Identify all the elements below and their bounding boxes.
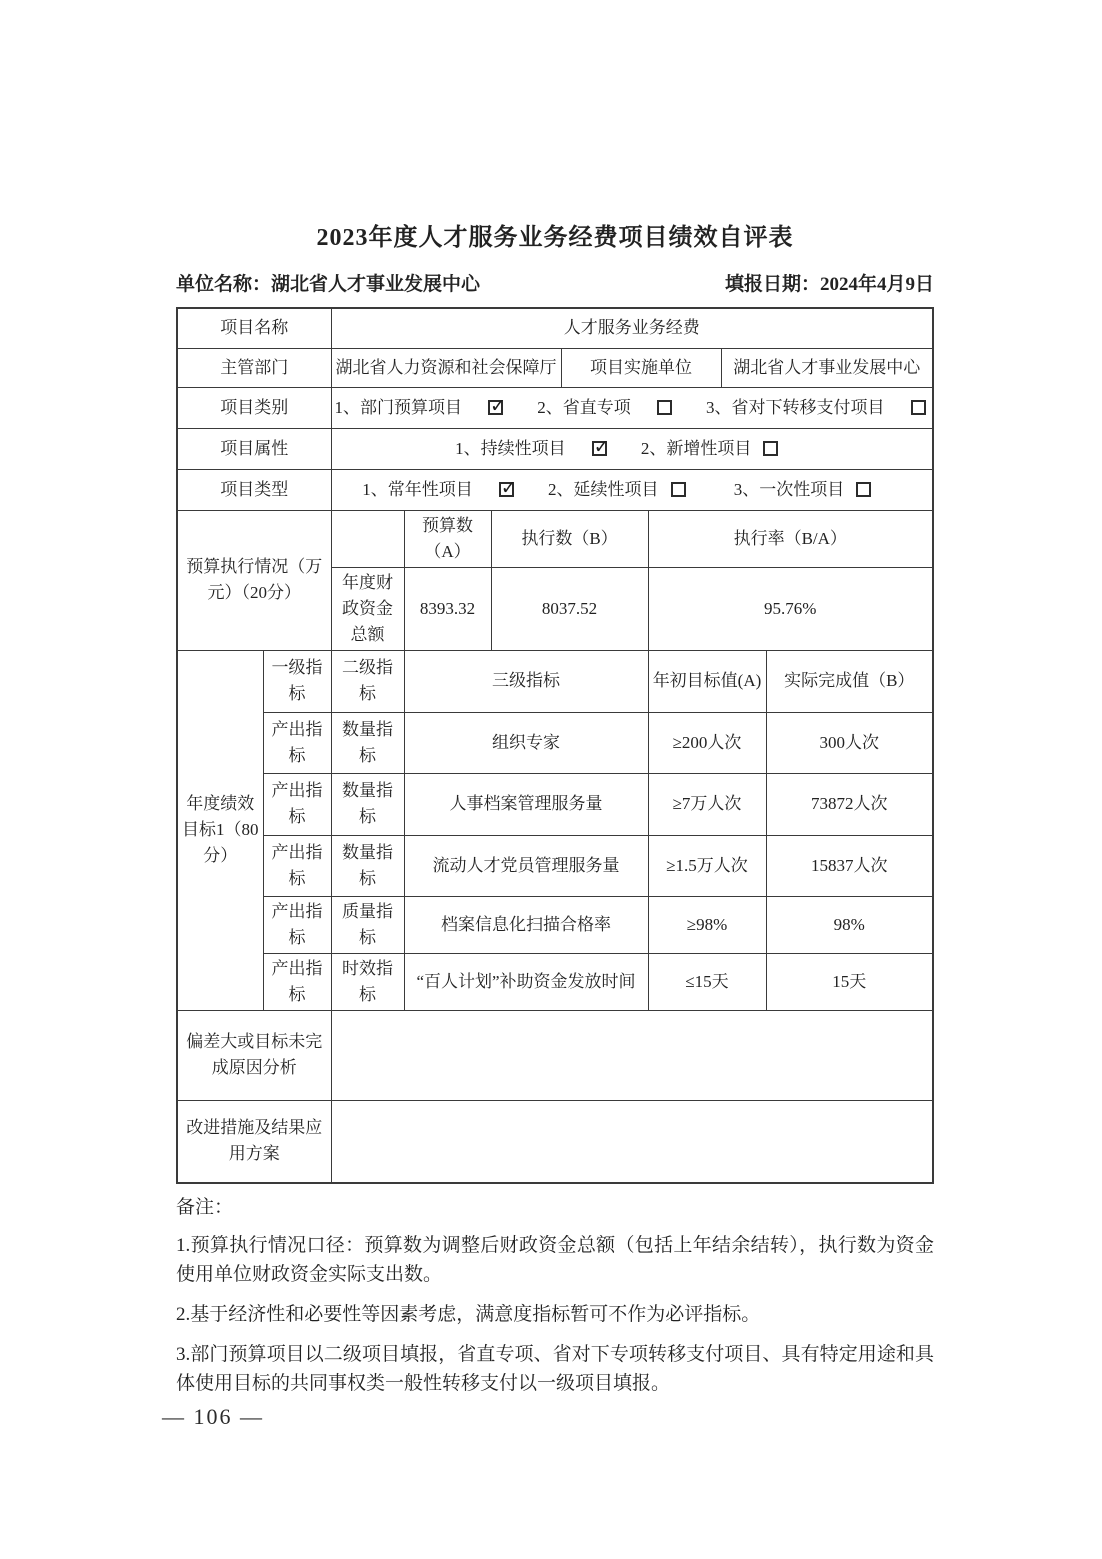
deviation-value bbox=[331, 1010, 933, 1100]
attribute-option bbox=[455, 436, 607, 462]
attribute-option bbox=[641, 436, 779, 462]
perf-row bbox=[177, 835, 933, 896]
note-item: 3.部门预算项目以二级项目填报，省直专项、省对下专项转移支付项目、具有特定用途和具体使用目标的共同事权类一般性转移支付以一级项目填报。 bbox=[176, 1344, 934, 1394]
attribute-label: 项目属性 bbox=[177, 428, 331, 469]
budget-row-label: 年度财政资金总额 bbox=[331, 567, 404, 650]
budget-col-b: 执行数（B） bbox=[491, 510, 648, 567]
note-item: 1.预算执行情况口径：预算数为调整后财政资金总额（包括上年结余结转），执行数为资金使用单位财政资金实际支出数。 bbox=[176, 1235, 934, 1285]
budget-value-rate: 95.76% bbox=[648, 567, 933, 650]
perf-row bbox=[177, 953, 933, 1010]
perf-header-l1: 一级指标 bbox=[263, 650, 331, 712]
option-label: 1、持续性项目 bbox=[455, 438, 566, 458]
notes-section bbox=[176, 1193, 934, 1398]
self-evaluation-table bbox=[176, 307, 934, 1184]
perf-cell: 人事档案管理服务量 bbox=[404, 773, 648, 835]
option-label: 2、新增性项目 bbox=[640, 438, 752, 458]
report-date bbox=[725, 269, 934, 296]
improvement-value bbox=[331, 1100, 933, 1183]
perf-cell: 时效指标 bbox=[331, 953, 404, 1010]
category-label: 项目类别 bbox=[177, 387, 331, 428]
checkbox-unchecked-icon bbox=[657, 400, 672, 415]
option-label: 1、部门预算项目 bbox=[334, 397, 462, 417]
option-label: 2、延续性项目 bbox=[548, 479, 659, 499]
checkbox-unchecked-icon bbox=[911, 400, 926, 415]
report-date-value: 2024年4月9日 bbox=[819, 274, 934, 295]
checkbox-unchecked-icon bbox=[671, 482, 686, 497]
perf-cell: 产出指标 bbox=[263, 953, 331, 1010]
type-options bbox=[331, 469, 933, 510]
category-option bbox=[537, 395, 672, 421]
perf-cell: 质量指标 bbox=[331, 896, 404, 953]
perf-cell: 流动人才党员管理服务量 bbox=[404, 835, 648, 896]
org-name-value: 湖北省人才事业发展中心 bbox=[271, 274, 481, 295]
checkbox-checked-icon bbox=[499, 482, 514, 497]
attribute-options bbox=[331, 428, 933, 469]
budget-value-a: 8393.32 bbox=[404, 567, 491, 650]
type-option bbox=[734, 477, 872, 503]
perf-header-l3: 三级指标 bbox=[404, 650, 648, 712]
perf-cell: 组织专家 bbox=[404, 712, 648, 773]
category-option bbox=[335, 395, 504, 421]
page-number: — 106 — bbox=[162, 1404, 264, 1429]
perf-cell: 产出指标 bbox=[263, 712, 331, 773]
perf-cell: ≥7万人次 bbox=[648, 773, 766, 835]
row-improvement bbox=[177, 1100, 933, 1183]
perf-cell: 数量指标 bbox=[331, 773, 404, 835]
row-type bbox=[177, 469, 933, 510]
type-option bbox=[362, 477, 514, 503]
impl-unit-label: 项目实施单位 bbox=[561, 348, 721, 387]
perf-cell: 档案信息化扫描合格率 bbox=[404, 896, 648, 953]
budget-col-a: 预算数（A） bbox=[404, 510, 491, 567]
dept-label: 主管部门 bbox=[177, 348, 331, 387]
perf-cell: 15837人次 bbox=[766, 835, 933, 896]
row-deviation bbox=[177, 1010, 933, 1100]
perf-cell: “百人计划”补助资金发放时间 bbox=[404, 953, 648, 1010]
type-option bbox=[548, 477, 686, 503]
meta-row bbox=[176, 269, 934, 296]
perf-header-target: 年初目标值(A) bbox=[648, 650, 766, 712]
report-date-label: 填报日期： bbox=[724, 274, 820, 295]
project-name-value: 人才服务业务经费 bbox=[331, 308, 933, 348]
note-item: 2.基于经济性和必要性等因素考虑，满意度指标暂可不作为必评指标。 bbox=[176, 1304, 761, 1325]
checkbox-checked-icon bbox=[488, 400, 503, 415]
budget-value-b: 8037.52 bbox=[491, 567, 648, 650]
category-options bbox=[331, 387, 933, 428]
option-label: 2、省直专项 bbox=[537, 397, 631, 417]
checkbox-unchecked-icon bbox=[763, 441, 778, 456]
category-option bbox=[706, 395, 926, 421]
checkbox-checked-icon bbox=[592, 441, 607, 456]
perf-cell: ≥200人次 bbox=[648, 712, 766, 773]
page-title: 2023年度人才服务业务经费项目绩效自评表 bbox=[316, 225, 794, 251]
row-project-name bbox=[177, 308, 933, 348]
dept-value: 湖北省人力资源和社会保障厅 bbox=[331, 348, 561, 387]
deviation-label: 偏差大或目标未完成原因分析 bbox=[177, 1010, 331, 1100]
perf-cell: ≤15天 bbox=[648, 953, 766, 1010]
perf-cell: 98% bbox=[766, 896, 933, 953]
org-name bbox=[176, 269, 480, 296]
perf-cell: 73872人次 bbox=[766, 773, 933, 835]
row-category bbox=[177, 387, 933, 428]
budget-section-label: 预算执行情况（万元）（20分） bbox=[177, 510, 331, 650]
perf-cell: ≥98% bbox=[648, 896, 766, 953]
perf-cell: 产出指标 bbox=[263, 835, 331, 896]
document-sheet bbox=[176, 222, 934, 1409]
row-perf-header bbox=[177, 650, 933, 712]
perf-header-actual: 实际完成值（B） bbox=[766, 650, 933, 712]
perf-row bbox=[177, 712, 933, 773]
impl-unit-value: 湖北省人才事业发展中心 bbox=[721, 348, 933, 387]
improvement-label: 改进措施及结果应用方案 bbox=[177, 1100, 331, 1183]
perf-cell: 数量指标 bbox=[331, 835, 404, 896]
budget-empty-cell bbox=[331, 510, 404, 567]
perf-row bbox=[177, 896, 933, 953]
type-label: 项目类型 bbox=[177, 469, 331, 510]
perf-header-l2: 二级指标 bbox=[331, 650, 404, 712]
org-name-label: 单位名称： bbox=[176, 274, 272, 295]
perf-section-label: 年度绩效目标1（80分） bbox=[177, 650, 263, 1010]
perf-cell: 产出指标 bbox=[263, 773, 331, 835]
perf-cell: 数量指标 bbox=[331, 712, 404, 773]
project-name-label: 项目名称 bbox=[177, 308, 331, 348]
option-label: 3、省对下转移支付项目 bbox=[706, 397, 885, 417]
perf-cell: 15天 bbox=[766, 953, 933, 1010]
row-attribute bbox=[177, 428, 933, 469]
perf-row bbox=[177, 773, 933, 835]
row-dept bbox=[177, 348, 933, 387]
perf-cell: ≥1.5万人次 bbox=[648, 835, 766, 896]
notes-title: 备注： bbox=[176, 1197, 234, 1218]
row-budget-header bbox=[177, 510, 933, 567]
perf-cell: 300人次 bbox=[766, 712, 933, 773]
option-label: 3、一次性项目 bbox=[733, 479, 845, 499]
option-label: 1、常年性项目 bbox=[362, 479, 473, 499]
perf-cell: 产出指标 bbox=[263, 896, 331, 953]
checkbox-unchecked-icon bbox=[856, 482, 871, 497]
budget-col-rate: 执行率（B/A） bbox=[648, 510, 933, 567]
